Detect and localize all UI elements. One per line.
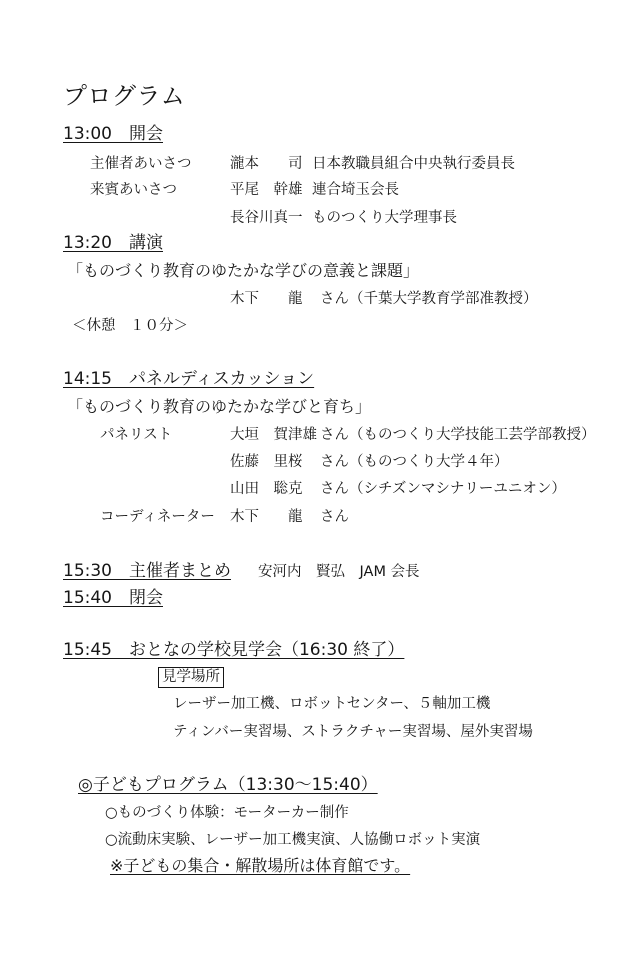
summary-speaker: 安河内 賢弘 JAM 会長 <box>258 564 420 580</box>
break-note: ＜休憩 １０分＞ <box>72 318 188 334</box>
kids-meeting-place-note: ※子どもの集合・解散場所は体育館です。 <box>110 856 411 875</box>
host-greeting-name: 瀧本 司 <box>230 156 303 172</box>
page-title: プログラム <box>63 82 186 110</box>
kids-program-heading: ◎子どもプログラム（13:30〜15:40） <box>78 775 378 795</box>
kids-program-item-2: ○流動床実験、レーザー加工機実演、人協働ロボット実演 <box>105 832 481 848</box>
kids-program-item-1: ○ものづくり体験：モーターカー制作 <box>105 805 349 821</box>
panelist-3-title: さん（シチズンマシナリーユニオン） <box>320 481 566 497</box>
coordinator-title: さん <box>320 509 349 525</box>
tour-places-line-1: レーザー加工機、ロボットセンター、５軸加工機 <box>173 696 491 712</box>
guest-greeting-label: 来賓あいさつ <box>90 182 177 198</box>
guest-greeting-name-2: 長谷川真一 <box>230 210 303 226</box>
tour-place-label: 見学場所 <box>158 667 224 688</box>
lecture-heading: 13:20 講演 <box>63 233 163 253</box>
panel-theme: 「ものづくり教育のゆたかな学びと育ち」 <box>67 397 372 416</box>
guest-greeting-title-1: 連合埼玉会長 <box>312 182 399 198</box>
panelist-3-name: 山田 聡克 <box>230 481 303 497</box>
summary-heading: 15:30 主催者まとめ <box>63 561 231 581</box>
panel-heading: 14:15 パネルディスカッション <box>63 369 315 389</box>
panelist-2-name: 佐藤 里桜 <box>230 454 303 470</box>
closing-heading: 15:40 閉会 <box>63 588 163 608</box>
lecture-speaker-name: 木下 龍 <box>230 291 303 307</box>
guest-greeting-title-2: ものつくり大学理事長 <box>312 210 457 226</box>
guest-greeting-name-1: 平尾 幹雄 <box>230 182 303 198</box>
lecture-speaker-title: さん（千葉大学教育学部准教授） <box>320 291 538 307</box>
coordinator-name: 木下 龍 <box>230 509 303 525</box>
panelist-1-title: さん（ものつくり大学技能工芸学部教授） <box>320 427 596 443</box>
tour-heading: 15:45 おとなの学校見学会（16:30 終了） <box>63 640 405 660</box>
host-greeting-label: 主催者あいさつ <box>90 156 192 172</box>
tour-places-line-2: ティンバー実習場、ストラクチャー実習場、屋外実習場 <box>173 724 533 740</box>
coordinator-label: コーディネーター <box>100 509 215 525</box>
host-greeting-title: 日本教職員組合中央執行委員長 <box>312 156 515 172</box>
lecture-title: 「ものづくり教育のゆたかな学びの意義と課題」 <box>67 261 420 280</box>
panelist-label: パネリスト <box>100 427 173 443</box>
panelist-1-name: 大垣 賀津雄 <box>230 427 317 443</box>
opening-heading: 13:00 開会 <box>63 124 163 144</box>
panelist-2-title: さん（ものつくり大学４年） <box>320 454 509 470</box>
